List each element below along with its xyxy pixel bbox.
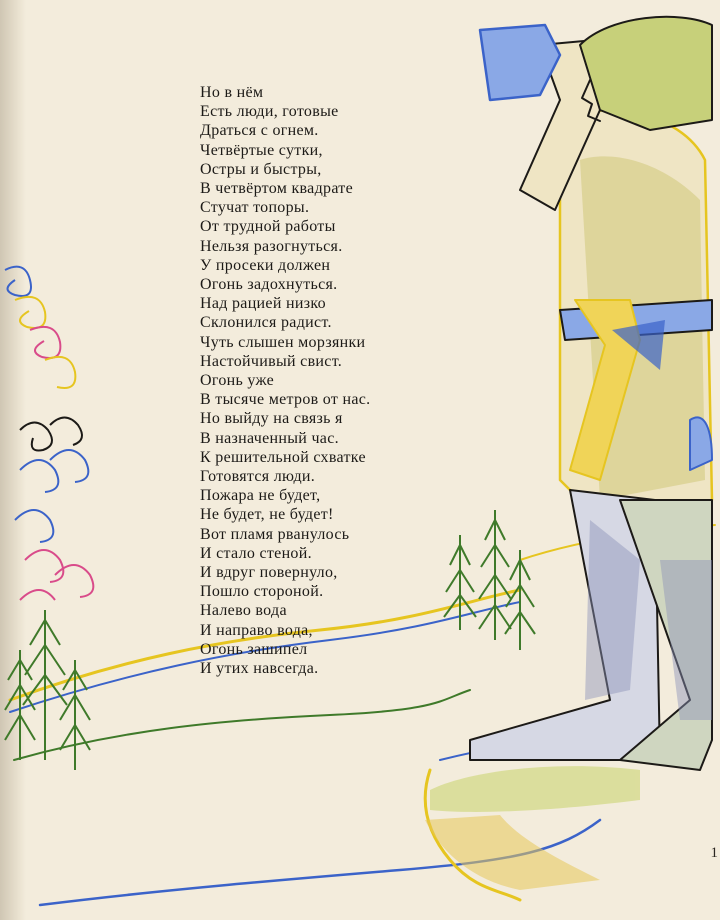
poem-line: И утих навсегда. (200, 660, 319, 678)
poem-line: Пошло стороной. (200, 583, 324, 601)
poem-line: Огонь задохнуться. (200, 276, 338, 294)
poem-line: Настойчивый свист. (200, 352, 343, 370)
snow-shading (425, 766, 640, 890)
poem-line: У просеки должен (200, 256, 331, 274)
poem-line: Не будет, не будет! (200, 506, 334, 524)
poem-line: Пожара не будет, (200, 487, 321, 505)
poem-line: В тысяче метров от нас. (200, 391, 371, 409)
poem-line: Чуть слышен морзянки (200, 333, 366, 351)
center-fir-trees (444, 510, 535, 650)
poem-line: Но выйду на связь я (200, 410, 343, 428)
poem-line: Но в нём (200, 84, 264, 101)
poem-line: Драться с огнем. (200, 122, 319, 140)
poem-line: Остры и быстры, (200, 160, 322, 178)
poem-line: И вдруг повернуло, (200, 564, 338, 582)
poem-line: Склонился радист. (200, 314, 332, 332)
poem-line: Над рацией низко (200, 295, 326, 313)
poem-line: И направо вода, (200, 621, 313, 639)
poem-line: Есть люди, готовые (200, 103, 339, 121)
decorative-curls (5, 267, 93, 600)
poem-line: Четвёртые сутки, (200, 141, 323, 159)
left-fir-trees (5, 610, 90, 770)
poem-line: Огонь уже (200, 372, 275, 390)
poem-text (200, 83, 440, 678)
poem-line: Огонь зашипел (200, 640, 308, 658)
radio-operator-figure (470, 17, 712, 770)
poem-line: Вот пламя рванулось (200, 525, 350, 543)
poem-line: Налево вода (200, 602, 287, 620)
poem-line: В четвёртом квадрате (200, 180, 353, 198)
poem-line: И стало стеной. (200, 544, 312, 562)
poem-line: В назначенный час. (200, 429, 339, 447)
poem-line: К решительной схватке (200, 448, 366, 466)
poem-line: Готовятся люди. (200, 468, 316, 486)
page-number: 1 (710, 845, 718, 861)
poem-line: Стучат топоры. (200, 199, 310, 217)
poem-line: Нельзя разогнуться. (200, 237, 343, 255)
poem-line: От трудной работы (200, 218, 336, 236)
